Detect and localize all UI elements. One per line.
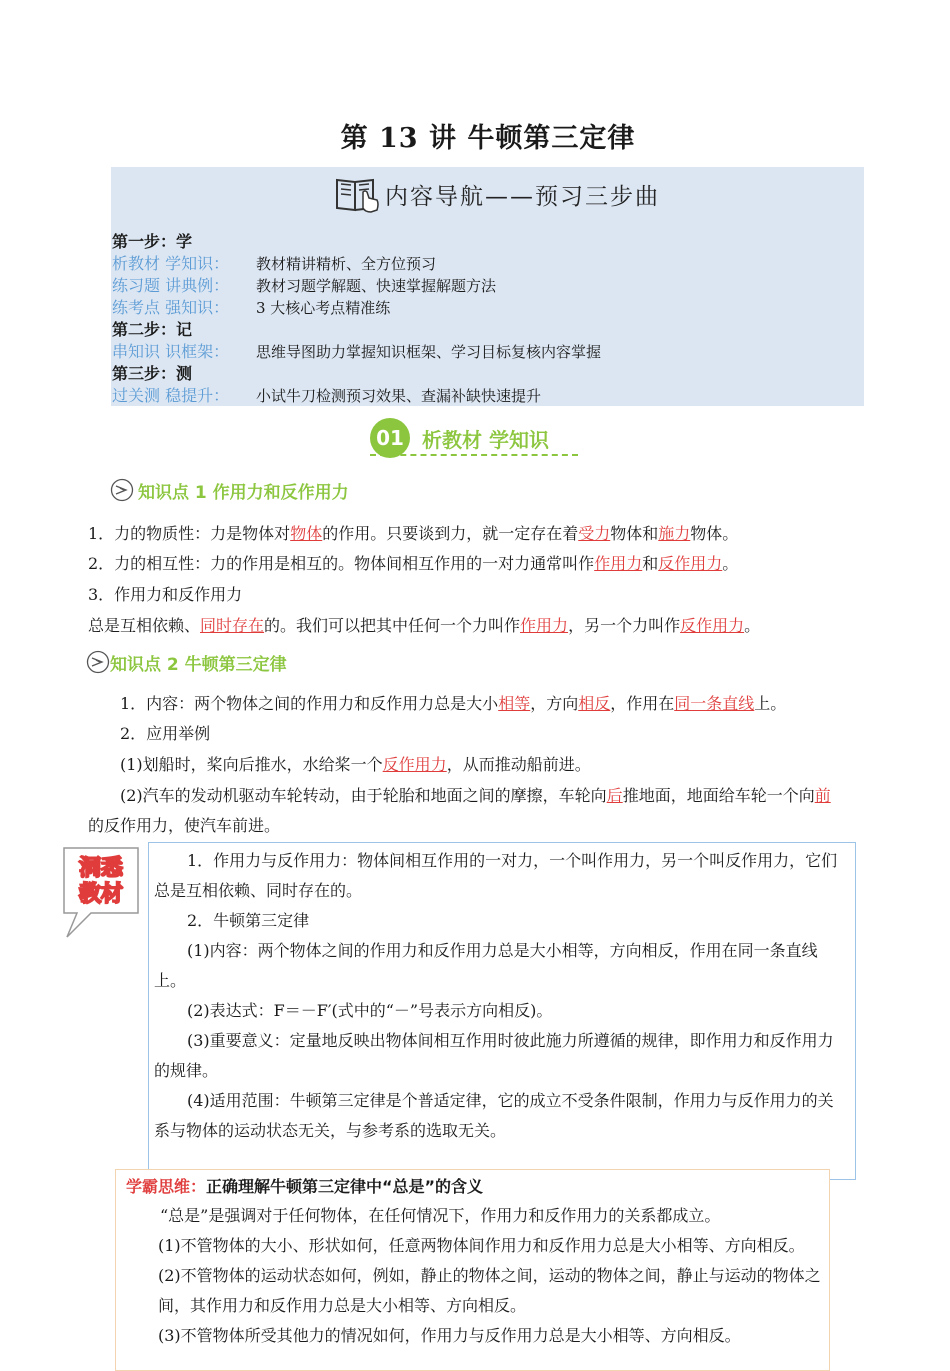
answer-blank: 后 <box>606 786 623 805</box>
answer-blank: 相反 <box>578 694 611 713</box>
answer-blank: 施力 <box>658 524 691 543</box>
navigation-lines <box>112 231 852 407</box>
think-item: (1)不管物体的大小、形状如何，任意两物体间作用力和反作用力总是大小相等、方向相反。 <box>158 1236 805 1255</box>
circle-arrow-icon <box>86 650 110 674</box>
kp1-paragraph-1: 1．力的物质性：力是物体对物体的作用。只要谈到力，就一定存在着受力物体和施力物体。 <box>88 524 739 543</box>
answer-blank: 物体 <box>290 524 323 543</box>
step-one: 第一步：学 <box>112 232 193 251</box>
section-number: 01 <box>370 418 410 458</box>
nav-item: 串知识 识框架： 思维导图助力掌握知识框架、学习目标复核内容掌握 <box>112 342 602 361</box>
kp2-paragraph-2: 2．应用举例 <box>120 724 211 743</box>
kp2-paragraph-3: (1)划船时，桨向后推水，水给桨一个反作用力，从而推动船前进。 <box>120 755 591 774</box>
navigation-header-text: 内容导航——预习三步曲 <box>385 183 660 210</box>
answer-blank: 同一条直线 <box>674 694 755 713</box>
insight-tag-icon <box>61 845 141 940</box>
knowledge-point-2-heading: 知识点 2 牛顿第三定律 <box>86 648 287 676</box>
step-two: 第二步：记 <box>112 320 193 339</box>
navigation-header <box>333 172 660 216</box>
answer-blank: 反作用力 <box>382 755 447 774</box>
answer-blank: 同时存在 <box>200 616 265 635</box>
section-title: 析教材 学知识 <box>422 427 549 452</box>
kp1-paragraph-4: 总是互相依赖、同时存在的。我们可以把其中任何一个力叫作作用力，另一个力叫作反作用力。 <box>88 616 761 635</box>
summary-text <box>154 846 848 1146</box>
summary-item: (3)重要意义：定量地反映出物体间相互作用时彼此施力所遵循的规律，即作用力和反作用力的规律。 <box>154 1031 834 1080</box>
think-item: (2)不管物体的运动状态如何，例如，静止的物体之间，运动的物体之间，静止与运动的物体之间，其作用力和反作用力总是大小相等、方向相反。 <box>158 1266 821 1315</box>
summary-item: (1)内容：两个物体之间的作用力和反作用力总是大小相等，方向相反，作用在同一条直线上。 <box>154 941 818 990</box>
summary-item: 1．作用力与反作用力：物体间相互作用的一对力，一个叫作用力，另一个叫反作用力，它们总是互相依赖、同时存在的。 <box>154 851 838 900</box>
answer-blank: 受力 <box>578 524 611 543</box>
tag-line-2: 教材 <box>78 882 124 907</box>
page-title: 第 13 讲 牛顿第三定律 <box>340 123 636 154</box>
kp2-paragraph-1: 1．内容：两个物体之间的作用力和反作用力总是大小相等，方向相反，作用在同一条直线上。 <box>120 694 787 713</box>
nav-item: 练考点 强知识： 3 大核心考点精准练 <box>112 298 391 317</box>
expert-thinking-title: 学霸思维：正确理解牛顿第三定律中“总是”的含义 <box>126 1177 484 1196</box>
answer-blank: 前 <box>814 786 831 805</box>
kp2-paragraph-5: 的反作用力，使汽车前进。 <box>88 816 281 835</box>
section-divider <box>370 454 578 456</box>
nav-item: 练习题 讲典例： 教材习题学解题、快速掌握解题方法 <box>112 276 497 295</box>
think-item: (3)不管物体所受其他力的情况如何，作用力与反作用力总是大小相等、方向相反。 <box>158 1326 741 1345</box>
nav-item: 过关测 稳提升： 小试牛刀检测预习效果、查漏补缺快速提升 <box>112 386 542 405</box>
knowledge-point-1-heading: 知识点 1 作用力和反作用力 <box>110 476 349 504</box>
answer-blank: 反作用力 <box>680 616 745 635</box>
step-three: 第三步：测 <box>112 364 193 383</box>
summary-item: (2)表达式：F＝－F′(式中的“－”号表示方向相反)。 <box>187 1001 553 1020</box>
nav-item: 析教材 学知识： 教材精讲精析、全方位预习 <box>112 254 437 273</box>
circle-arrow-icon <box>110 478 134 502</box>
answer-blank: 作用力 <box>520 616 569 635</box>
expert-thinking-text <box>158 1201 828 1351</box>
summary-item: (4)适用范围：牛顿第三定律是个普适定律，它的成立不受条件限制，作用力与反作用力的关系与物体的运动状态无关，与参考系的选取无关。 <box>154 1091 834 1140</box>
answer-blank: 作用力 <box>594 554 643 573</box>
summary-item: 2．牛顿第三定律 <box>187 911 310 930</box>
kp2-paragraph-4: (2)汽车的发动机驱动车轮转动，由于轮胎和地面之间的摩擦，车轮向后推地面，地面给车轮一个向前 <box>120 786 831 805</box>
think-item: “总是”是强调对于任何物体，在任何情况下，作用力和反作用力的关系都成立。 <box>160 1206 721 1225</box>
tag-line-1: 洞悉 <box>78 856 124 881</box>
kp1-paragraph-3: 3．作用力和反作用力 <box>88 585 243 604</box>
answer-blank: 反作用力 <box>658 554 723 573</box>
answer-blank: 相等 <box>498 694 531 713</box>
book-pointer-icon <box>333 174 381 214</box>
kp1-paragraph-2: 2．力的相互性：力的作用是相互的。物体间相互作用的一对力通常叫作作用力和反作用力。 <box>88 554 739 573</box>
